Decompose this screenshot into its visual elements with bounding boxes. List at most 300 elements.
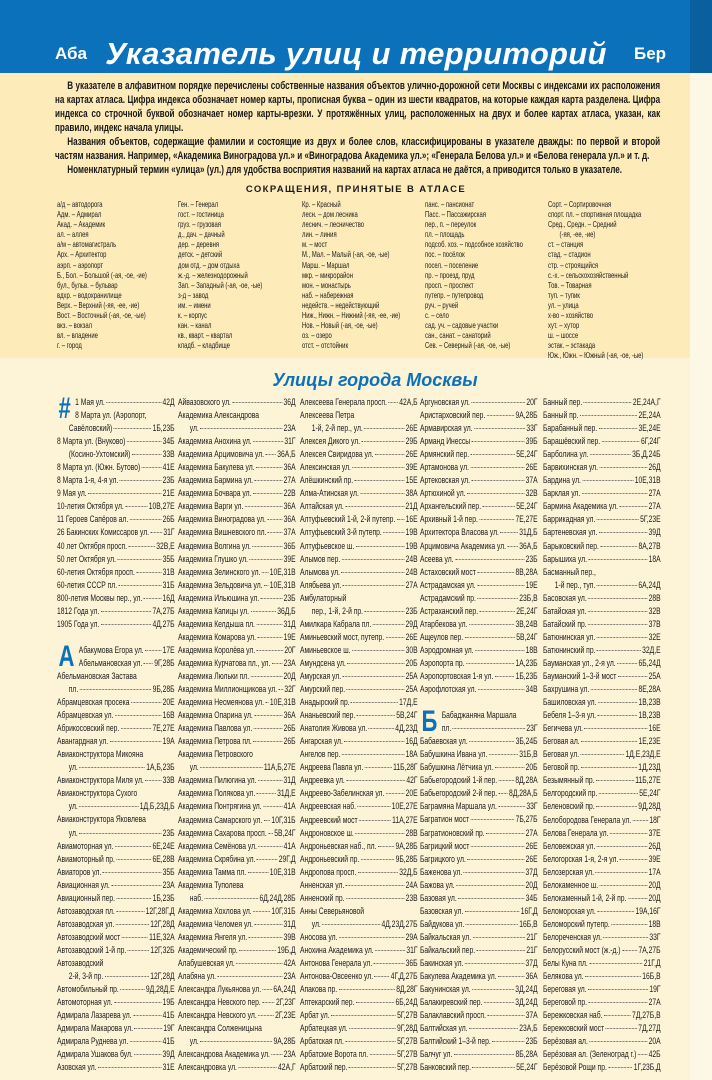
dot-leader (128, 950, 149, 951)
dot-leader (257, 793, 276, 794)
street-name: Алабяна ул. (178, 971, 216, 982)
street-entry (420, 605, 538, 618)
dot-leader (397, 519, 404, 520)
map-index: 23А (283, 657, 296, 668)
street-name: Берёзовой Рощи пр. (543, 1062, 607, 1073)
map-index: 4Г,Д,27Б (390, 971, 418, 982)
dot-leader (352, 467, 404, 468)
street-entry (300, 513, 418, 526)
dot-leader (474, 428, 525, 429)
map-index: 16Е (648, 723, 661, 734)
street-name: Ангелов пер. (300, 749, 341, 760)
abbreviation-item: пр. – проезд, пруд (425, 270, 475, 280)
street-entry (178, 970, 296, 983)
street-name: Ащеулов пер. (420, 631, 464, 642)
street-name: Академика Несмеянова ул. (178, 697, 264, 708)
map-index: 17А (648, 866, 661, 877)
map-index: 19Г (163, 1023, 175, 1034)
dot-leader (80, 689, 151, 690)
abbreviation-item: ш. – шоссе (548, 331, 579, 341)
abbreviation-column (302, 200, 417, 351)
street-name: 800-летия Москвы пер., ул. (57, 592, 143, 603)
street-name: Бажова ул. (420, 879, 455, 890)
street-name: Авиаконструктора Яковлева (57, 814, 146, 825)
dot-leader (606, 1028, 637, 1029)
street-entry (178, 435, 296, 448)
street-entry (420, 566, 538, 579)
street-name: Баженова ул. (420, 866, 463, 877)
map-index: 23Б (405, 605, 418, 616)
dot-leader (595, 872, 647, 873)
abbreviation-item: Тов. – Товарная (548, 280, 592, 290)
street-entry (178, 1022, 296, 1035)
street-entry (420, 931, 538, 944)
map-index: 10Е,31В (269, 566, 296, 577)
street-name: Авиаторов ул. (57, 866, 102, 877)
street-entry (178, 918, 296, 931)
dot-leader (471, 402, 525, 403)
dot-leader (258, 846, 282, 847)
abbreviation-item: спорт. пл. – спортивная площадка (548, 210, 642, 220)
street-name: Белорусский мост (ж.-д.) (543, 944, 621, 955)
dot-leader (479, 519, 514, 520)
dot-leader (477, 598, 517, 599)
map-index: 33Г (526, 423, 538, 434)
street-name: Академика Виноградова ул. (178, 514, 266, 525)
dot-leader (580, 415, 637, 416)
street-entry (178, 709, 296, 722)
dot-leader (266, 454, 276, 455)
street-name: Анненский пр. (300, 892, 345, 903)
dot-leader (364, 428, 404, 429)
dot-leader (495, 676, 514, 677)
street-entry (178, 487, 296, 500)
street-name: Алябьева ул. (300, 579, 342, 590)
street-entry (543, 683, 661, 696)
street-entry (178, 1035, 296, 1048)
street-column (178, 396, 296, 1074)
dot-leader (464, 872, 524, 873)
street-entry (178, 853, 296, 866)
street-name: пл. (68, 683, 79, 694)
dot-leader (238, 1067, 276, 1068)
street-name: Амилкара Кабрала пл. (300, 618, 372, 629)
map-index: 41Е (162, 462, 175, 473)
street-entry (543, 513, 661, 526)
dot-leader (465, 637, 515, 638)
street-name: Академика Туполева (178, 879, 244, 890)
street-entry (57, 905, 175, 918)
map-index: 1Б,23Б (152, 892, 175, 903)
map-index: 12Г,28Г,Д (145, 905, 175, 916)
street-entry (420, 396, 538, 409)
street-entry (420, 448, 538, 461)
street-name: 60-летия СССР пл. (57, 579, 118, 590)
street-entry (300, 422, 418, 435)
map-index: 21Д (405, 501, 418, 512)
abbreviation-item: ул. – улица (548, 300, 579, 310)
street-entry (420, 774, 538, 787)
street-entry (178, 996, 296, 1009)
street-entry (57, 526, 175, 539)
street-name: Академика Арцимовича ул. (178, 449, 265, 460)
street-name: 2-й, 3-й пр. (68, 971, 104, 982)
street-name: Белобородова Генерала ул. (543, 814, 632, 825)
dot-leader (101, 624, 151, 625)
map-index: 27А (648, 997, 661, 1008)
street-entry (420, 487, 538, 500)
map-index: 1А,Б,23Б (146, 762, 175, 773)
street-name: Басовская ул. (543, 592, 587, 603)
abbreviation-item: кан. – канал (178, 321, 212, 331)
map-index: 21Г (526, 944, 538, 955)
street-entry (178, 983, 296, 996)
street-entry (420, 592, 538, 605)
map-index: 1Г,23Б,Д (633, 1062, 661, 1073)
dot-leader (268, 532, 282, 533)
dot-leader (106, 402, 161, 403)
map-index: 20Д (283, 670, 296, 681)
street-name: 1-й, 2-й пер., ул. (311, 423, 363, 434)
street-entry (300, 1035, 418, 1048)
street-entry (57, 853, 175, 866)
street-entry (300, 1061, 418, 1074)
street-entry (543, 722, 661, 735)
street-entry (178, 605, 296, 618)
abbreviation-item: вл. – владение (57, 331, 98, 341)
street-entry (300, 409, 418, 422)
street-entry (420, 879, 538, 892)
dot-leader (268, 833, 273, 834)
dot-leader (115, 846, 151, 847)
map-index: 10Е,31В (269, 866, 296, 877)
street-name: Алымова ул. (300, 566, 340, 577)
street-name: Бабушкина Ивана ул. (420, 749, 488, 760)
dot-leader (596, 806, 637, 807)
street-name: Автозаводская пл. (57, 905, 115, 916)
street-name: Александра Невского ул. (178, 1010, 257, 1021)
dot-leader (622, 950, 637, 951)
street-name: Академика Опарина ул. (178, 710, 253, 721)
dot-leader (472, 989, 514, 990)
abbreviation-item: подсоб. хоз. – подсобное хозяйство (425, 240, 523, 250)
map-index: 3Б,Д,24Б (632, 449, 661, 460)
dot-leader (588, 989, 648, 990)
intro-paragraph: В указателе в алфавитном порядке перечислены собственные названия объектов улично-дорожной сети Москвы с индексами их расположения на картах атласа. Цифра индекса обозначает номер карты, прописная буква – один из шести квадратов, на которые каждая карта разделена. Цифра индекса со строчной буквой обозначает номер карты-врезки. У протяжённых улиц, расположенных на двух и более картах атласа, указан, как правило, индекс начала улицы. (55, 80, 661, 134)
street-entry (543, 970, 661, 983)
street-name: Белокаменный 1-й, 2-й пр. (543, 892, 627, 903)
street-entry (543, 696, 661, 709)
dot-leader (120, 480, 161, 481)
map-index: 12Г,32Б (150, 944, 175, 955)
map-index: 12Г,28Д (150, 971, 175, 982)
street-entry (300, 918, 418, 931)
map-index: 10В,27Е (148, 501, 175, 512)
dot-leader (469, 624, 514, 625)
street-name: Банковский пер. (420, 1062, 472, 1073)
street-name: Артековская ул. (420, 475, 471, 486)
map-index: 9Г,28Д (397, 1023, 418, 1034)
street-name: Александрова Академика ул. (178, 1049, 270, 1060)
street-name: Белокаменное ш. (543, 879, 599, 890)
street-name: Андроньевский пр. (300, 853, 360, 864)
street-name: Барабанный пер. (543, 423, 598, 434)
street-entry (300, 827, 418, 840)
abbreviation-item: пос. – посёлок (425, 250, 465, 260)
street-name: Айвазовского ул. (178, 397, 231, 407)
dot-leader (375, 950, 405, 951)
abbreviation-item: Сев. – Северный (-ая, -ое, -ые) (425, 341, 511, 351)
street-entry (57, 670, 175, 683)
dot-leader (453, 728, 525, 729)
map-index: 28В (405, 827, 418, 838)
map-index: 10Е,27Е (391, 801, 418, 812)
dot-leader (469, 1028, 518, 1029)
dot-leader (588, 1002, 647, 1003)
abbreviation-item: кладб. – кладбище (178, 341, 230, 351)
abbreviation-item: сад. уч. – садовые участки (425, 321, 499, 331)
street-name: Алексея Свиридова ул. (300, 449, 374, 460)
street-name: 60-летия Октября просп. (57, 566, 135, 577)
map-index: 5В,24Г (516, 631, 538, 642)
street-name: Астаховский мост (420, 566, 476, 577)
map-index: 23Б (525, 553, 538, 564)
street-entry (178, 396, 296, 409)
street-entry (543, 579, 661, 592)
street-entry (543, 592, 661, 605)
street-name: Баррикадная ул. (543, 514, 596, 525)
map-index: 4Д,23Д (395, 723, 418, 734)
dot-leader (487, 415, 514, 416)
street-entry (57, 813, 175, 826)
street-name: 11 Героев Сапёров ал. (57, 514, 129, 525)
running-head-right: Бер (634, 44, 667, 63)
dot-leader (200, 428, 282, 429)
street-name: ул. (189, 762, 199, 773)
abbreviation-item: а/д – автодорога (57, 200, 103, 209)
street-entry (75, 396, 174, 409)
street-column (543, 396, 661, 1074)
street-entry (543, 996, 661, 1009)
map-index: 8Е,28А (638, 684, 661, 695)
map-index: 37Е (648, 827, 661, 838)
map-index: 2Е,24А (638, 410, 661, 421)
street-name: Батюнинский пр. (543, 644, 596, 655)
dot-leader (588, 598, 647, 599)
map-index: 5Г,23Е (640, 514, 661, 525)
dot-leader (584, 402, 632, 403)
street-name: Архангельский пер. (420, 501, 482, 512)
dot-leader (620, 859, 647, 860)
map-index: 1Е,23Е (638, 736, 661, 747)
map-index: 9Д,28Д (638, 801, 661, 812)
street-name: Автомоторная ул. (57, 997, 113, 1008)
map-index: 3В,24В (515, 618, 538, 629)
map-index: 2Е,24Г (516, 605, 538, 616)
street-entry (420, 800, 538, 813)
map-index: 1Д,23Д (638, 762, 661, 773)
street-entry (57, 592, 175, 605)
street-entry (57, 500, 175, 513)
map-index: 6Е,24Е (152, 840, 175, 851)
street-entry (543, 618, 661, 631)
street-entry (57, 1022, 175, 1035)
street-name: Амбулаторный (300, 592, 347, 603)
dot-leader (467, 493, 524, 494)
dot-leader (477, 950, 525, 951)
map-index: 41Б (162, 1036, 175, 1047)
street-entry (300, 879, 418, 892)
map-index: 26Е (525, 840, 538, 851)
street-name: Астраханский пер. (420, 605, 479, 616)
dot-leader (357, 806, 390, 807)
dot-leader (597, 846, 647, 847)
map-index: 37А (283, 527, 296, 538)
street-entry (75, 409, 174, 422)
street-entry (543, 553, 661, 566)
map-index: 36Б (283, 540, 296, 551)
dot-leader (145, 650, 161, 651)
dot-leader (498, 806, 525, 807)
map-index: 31Д,Е (277, 788, 296, 799)
street-entry (178, 800, 296, 813)
street-entry (57, 579, 175, 592)
dot-leader (250, 611, 275, 612)
street-name: ул. (68, 762, 78, 773)
street-name: Аргуновская ул. (420, 397, 470, 407)
street-entry (178, 735, 296, 748)
street-name: Арманд Инессы (420, 436, 471, 447)
map-index: 23Г (526, 723, 538, 734)
map-index: 20А (648, 1036, 661, 1047)
street-entry (57, 774, 175, 787)
street-name: Беговая ул. (543, 749, 580, 760)
street-name: Башиловская ул. (543, 697, 597, 708)
map-index: 32Е (648, 631, 661, 642)
street-name: Алтуфьевское ш. (300, 540, 355, 551)
map-index: 39Б (525, 436, 538, 447)
dot-leader (597, 519, 639, 520)
map-index: 6Б,24Д (395, 997, 418, 1008)
street-column (300, 396, 418, 1074)
dot-leader (271, 1054, 282, 1055)
street-entry (543, 461, 661, 474)
street-entry (420, 866, 538, 879)
street-name: Бахрушина ул. (543, 684, 590, 695)
map-index: 29Г,Д (278, 853, 296, 864)
map-index: 17Е (162, 644, 175, 655)
street-entry (300, 448, 418, 461)
street-entry (57, 996, 175, 1009)
street-entry (420, 735, 538, 748)
dot-leader (257, 859, 277, 860)
street-name: Академика Люльки пл. (178, 670, 250, 681)
dot-leader (322, 924, 380, 925)
street-entry (300, 1009, 418, 1022)
street-name: Александра Невского пер. (178, 997, 261, 1008)
abbreviation-column (178, 200, 293, 351)
street-entry (543, 853, 661, 866)
map-index: 8Д,28Г (396, 984, 418, 995)
street-entry (300, 396, 418, 409)
street-entry (420, 670, 538, 683)
street-name: Арбатские Ворота пл. (300, 1049, 369, 1060)
map-index: 36А (525, 971, 538, 982)
abbreviation-item: оз. – озеро (302, 331, 332, 341)
abbreviation-item: Сред., Средн. – Средний (548, 220, 617, 230)
street-entry (300, 657, 418, 670)
abbreviation-item: стад. – стадион (548, 250, 591, 260)
map-index: 32Д,Е (642, 644, 661, 655)
dot-leader (150, 532, 161, 533)
dot-leader (589, 963, 642, 964)
abbreviation-item: вкз. – вокзал (57, 321, 93, 331)
dot-leader (254, 728, 283, 729)
map-index: 9А,28Б (395, 840, 418, 851)
map-index: 8Б,28А (515, 1049, 538, 1060)
street-entry (57, 540, 175, 553)
map-index: 42А (283, 958, 296, 969)
map-index: 19Б (162, 997, 175, 1008)
street-entry (543, 540, 661, 553)
map-index: 34Б (525, 892, 538, 903)
map-index: 3Е,24Е (638, 423, 661, 434)
intro-paragraph: Номенклатурный термин «улица» (ул.) для удобства восприятия названий на картах атласа не даётся, а приводится только в указателе. (67, 164, 623, 176)
dot-leader (245, 506, 282, 507)
map-index: 38А (405, 488, 418, 499)
street-entry (300, 709, 418, 722)
street-entry (420, 474, 538, 487)
street-name: Ангарская ул. (300, 736, 343, 747)
map-index: 36А (283, 501, 296, 512)
map-index: 26Е (405, 423, 418, 434)
street-name: Абрамцевская просека (57, 697, 130, 708)
abbreviation-item: Зап. – Западный (-ая, -ое, -ые) (178, 280, 263, 290)
abbreviation-item: пер., п. – переулок (425, 220, 477, 230)
map-index: 42А,Г (278, 1062, 296, 1073)
street-name: Асеева ул. (420, 553, 454, 564)
street-entry (543, 1022, 661, 1035)
map-index: 7А,27Б (152, 605, 175, 616)
street-name: 10-летия Октября ул. (57, 501, 124, 512)
map-index: 23А (283, 423, 296, 434)
map-index: 19Г (649, 984, 661, 995)
street-entry (57, 918, 175, 931)
abbreviation-item: Пасс. – Пассажирская (425, 210, 486, 220)
street-entry (543, 905, 661, 918)
street-entry (300, 1048, 418, 1061)
map-index: 20Е (162, 697, 175, 708)
abbreviation-item: стр. – строящийся (548, 260, 599, 270)
street-name: Анадырский пр. (300, 697, 350, 708)
abbreviation-item: им. – имени (178, 300, 211, 310)
dot-leader (258, 1015, 273, 1016)
dot-leader (597, 585, 637, 586)
dot-leader (588, 611, 647, 612)
street-name: Армянский пер. (420, 449, 470, 460)
street-name: Академика Волгина ул. (178, 540, 251, 551)
dot-leader (378, 846, 394, 847)
street-name: Артюхиной ул. (420, 488, 466, 499)
abbreviation-item: м. – мост (302, 240, 328, 250)
dot-leader (589, 1041, 647, 1042)
map-index: 25А (405, 684, 418, 695)
dot-leader (355, 480, 405, 481)
street-entry (300, 800, 418, 813)
street-name: Беговой пр. (543, 762, 580, 773)
dot-leader (467, 859, 524, 860)
street-name: Багрицкий мост (420, 840, 470, 851)
